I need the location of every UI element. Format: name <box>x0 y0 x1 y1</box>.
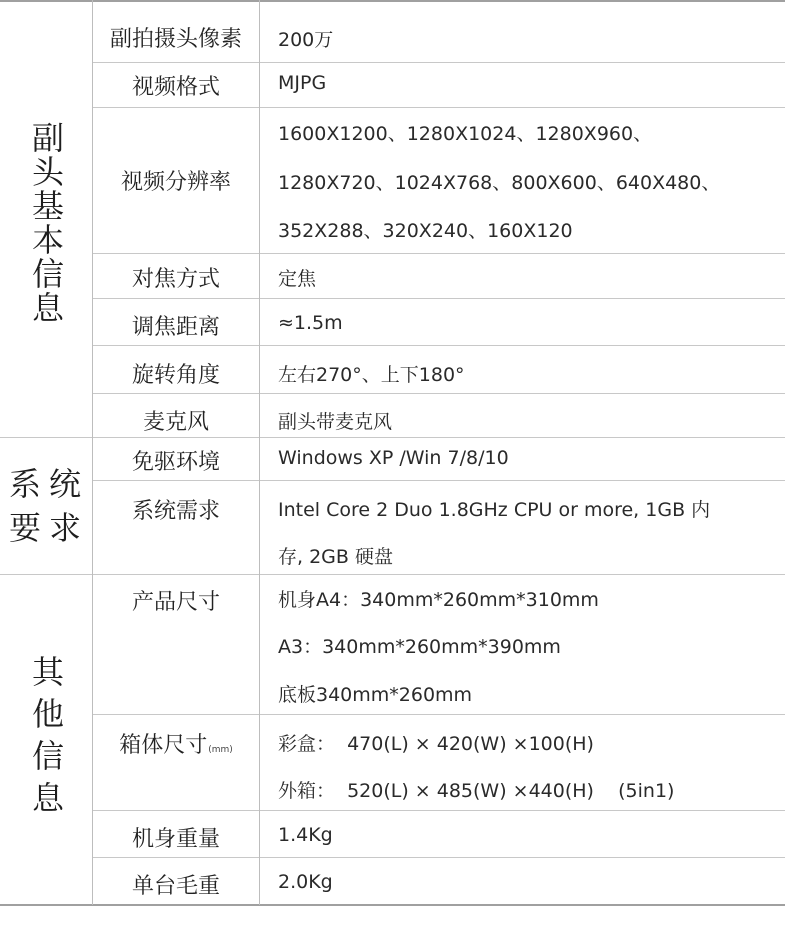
row-value: Windows XP /Win 7/8/10 <box>278 447 509 469</box>
row-value: 1.4Kg <box>278 824 333 846</box>
row-divider <box>92 810 785 811</box>
row-label: 单台毛重 <box>131 874 220 899</box>
unit-note: (mm) <box>208 745 233 755</box>
row-value: ≈1.5m <box>278 312 343 334</box>
section-title-sub-camera <box>0 0 92 437</box>
row-value-line: 底板340mm*260mm <box>278 684 473 706</box>
row-label: 系统需求 <box>131 499 220 524</box>
row-value-line: Intel Core 2 Duo 1.8GHz CPU or more, 1GB 内 <box>278 499 711 521</box>
row-value-line: 1600X1200、1280X1024、1280X960、 <box>278 123 653 145</box>
row-label: 视频分辨率 <box>120 170 231 195</box>
row-divider <box>92 345 785 346</box>
row-label: 麦克风 <box>142 410 209 435</box>
row-divider <box>92 298 785 299</box>
row-value: 2.0Kg <box>278 871 333 893</box>
row-label-text: 箱体尺寸 <box>119 733 208 758</box>
row-label: 免驱环境 <box>131 450 220 475</box>
section-title-text: 系统要求 <box>8 464 89 547</box>
row-value: 左右270°、上下180° <box>278 364 465 386</box>
row-value: 200万 <box>278 29 334 51</box>
section-title-other <box>0 574 92 904</box>
row-divider <box>92 714 785 715</box>
row-divider <box>92 480 785 481</box>
column-divider-label <box>259 0 260 905</box>
row-label: 副拍摄头像素 <box>109 27 242 52</box>
row-divider <box>92 107 785 108</box>
row-value-line: 外箱： 520(L) × 485(W) ×440(H) (5in1) <box>278 780 675 802</box>
column-divider-section <box>92 0 93 905</box>
section-title-text: 其他信息 <box>27 655 65 823</box>
row-value: 定焦 <box>278 268 317 290</box>
table-bottom-border <box>0 904 785 906</box>
row-label: 调焦距离 <box>131 315 220 340</box>
row-value: MJPG <box>278 72 327 94</box>
section-divider <box>0 574 785 575</box>
row-divider <box>92 253 785 254</box>
section-divider <box>0 437 785 438</box>
row-label <box>96 728 256 759</box>
row-label: 机身重量 <box>131 827 220 852</box>
row-value-line: 1280X720、1024X768、800X600、640X480、 <box>278 172 721 194</box>
row-divider <box>92 393 785 394</box>
row-label: 对焦方式 <box>131 267 220 292</box>
row-divider <box>92 62 785 63</box>
row-label: 旋转角度 <box>131 363 220 388</box>
row-divider <box>92 857 785 858</box>
row-label: 产品尺寸 <box>131 590 220 615</box>
section-title-text: 副头基本信息 <box>27 120 65 325</box>
row-value-line: 352X288、320X240、160X120 <box>278 220 573 242</box>
section-title-system <box>0 437 92 574</box>
table-top-border <box>0 0 785 2</box>
row-value-line: 彩盒： 470(L) × 420(W) ×100(H) <box>278 733 594 755</box>
row-value-line: A3：340mm*260mm*390mm <box>278 636 561 658</box>
row-value-line: 机身A4：340mm*260mm*310mm <box>278 589 599 611</box>
row-label: 视频格式 <box>131 75 220 100</box>
row-value: 副头带麦克风 <box>278 411 393 433</box>
row-value-line: 存, 2GB 硬盘 <box>278 546 393 568</box>
